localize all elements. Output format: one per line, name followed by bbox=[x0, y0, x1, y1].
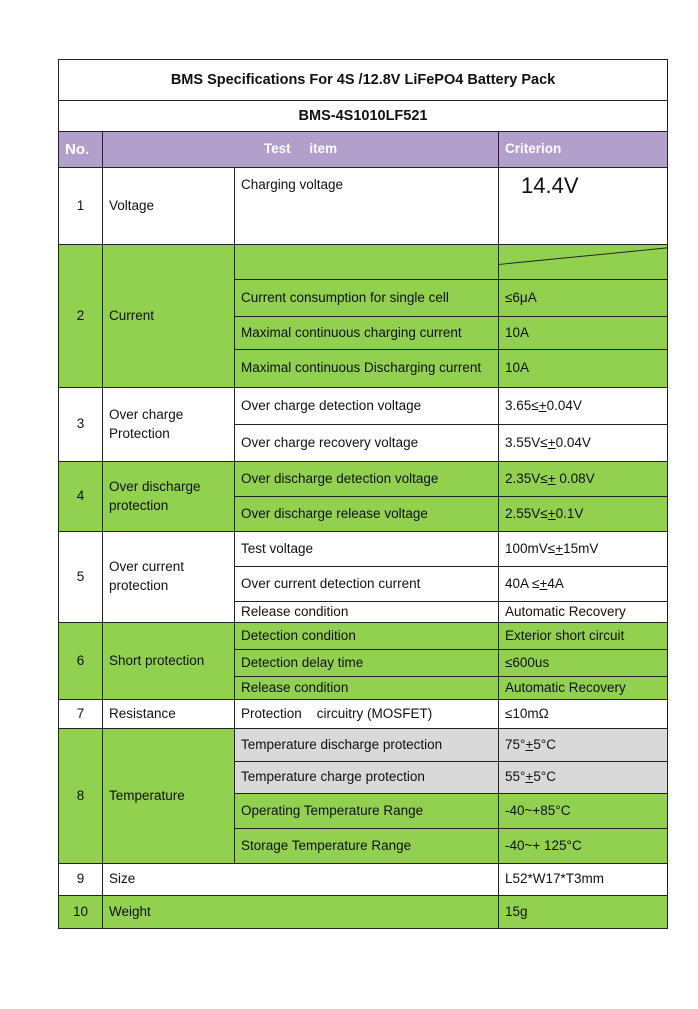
table-row bbox=[59, 245, 668, 280]
sub-item: Test voltage bbox=[235, 532, 499, 567]
sub-item: Storage Temperature Range bbox=[235, 829, 499, 864]
row-number: 3 bbox=[59, 388, 103, 462]
table-row bbox=[59, 388, 668, 425]
criterion-value: 15g bbox=[499, 896, 668, 929]
sub-item: Release condition bbox=[235, 677, 499, 700]
sub-item: Over charge detection voltage bbox=[235, 388, 499, 425]
table-row bbox=[59, 864, 668, 896]
item-name: Short protection bbox=[103, 623, 235, 700]
sub-item: Charging voltage bbox=[235, 168, 499, 245]
sub-item: Maximal continuous Discharging current bbox=[235, 350, 499, 388]
table-row bbox=[59, 462, 668, 497]
criterion-value: L52*W17*T3mm bbox=[499, 864, 668, 896]
sub-item: Current consumption for single cell bbox=[235, 280, 499, 317]
item-name: Over discharge protection bbox=[103, 462, 235, 532]
row-number: 5 bbox=[59, 532, 103, 623]
criterion-value: ≤10mΩ bbox=[499, 700, 668, 729]
item-name: Over current protection bbox=[103, 532, 235, 623]
row-number: 9 bbox=[59, 864, 103, 896]
sub-item: Protection circuitry (MOSFET) bbox=[235, 700, 499, 729]
table-row bbox=[59, 700, 668, 729]
table-title: BMS Specifications For 4S /12.8V LiFePO4 Battery Pack bbox=[59, 60, 668, 101]
item-name: Current bbox=[103, 245, 235, 388]
criterion-value: -40~+ 125°C bbox=[499, 829, 668, 864]
table-row bbox=[59, 729, 668, 762]
row-number: 2 bbox=[59, 245, 103, 388]
row-number: 6 bbox=[59, 623, 103, 700]
item-name: Voltage bbox=[103, 168, 235, 245]
model-number: BMS-4S1010LF521 bbox=[59, 101, 668, 132]
criterion-value: 75°+5°C bbox=[499, 729, 668, 762]
criterion-value: 14.4V bbox=[499, 168, 668, 245]
criterion-value: Automatic Recovery bbox=[499, 677, 668, 700]
sub-item-empty bbox=[235, 245, 499, 280]
sub-item: Detection delay time bbox=[235, 650, 499, 677]
sub-item: Maximal continuous charging current bbox=[235, 317, 499, 350]
table-row bbox=[59, 623, 668, 650]
item-name: Size bbox=[103, 864, 499, 896]
header-no: No. bbox=[59, 132, 103, 168]
table-row bbox=[59, 896, 668, 929]
item-name: Temperature bbox=[103, 729, 235, 864]
criterion-value: 10A bbox=[499, 317, 668, 350]
sub-item: Over current detection current bbox=[235, 567, 499, 602]
criterion-value: 3.55V≤+0.04V bbox=[499, 425, 668, 462]
row-number: 7 bbox=[59, 700, 103, 729]
sub-item: Detection condition bbox=[235, 623, 499, 650]
row-number: 8 bbox=[59, 729, 103, 864]
criterion-value: ≤6μA bbox=[499, 280, 668, 317]
sub-item: Release condition bbox=[235, 602, 499, 623]
criterion-value: -40~+85°C bbox=[499, 794, 668, 829]
item-name: Weight bbox=[103, 896, 499, 929]
criterion-value: 3.65≤+0.04V bbox=[499, 388, 668, 425]
sub-item: Over charge recovery voltage bbox=[235, 425, 499, 462]
header-criterion: Criterion bbox=[499, 132, 668, 168]
criterion-value: 10A bbox=[499, 350, 668, 388]
diagonal-line bbox=[499, 245, 668, 280]
criterion-value: 2.35V≤+ 0.08V bbox=[499, 462, 668, 497]
header-test-item: Test item bbox=[103, 132, 499, 168]
row-number: 10 bbox=[59, 896, 103, 929]
table-row bbox=[59, 168, 668, 245]
criterion-value: ≤600us bbox=[499, 650, 668, 677]
sub-item: Over discharge detection voltage bbox=[235, 462, 499, 497]
table-row bbox=[59, 532, 668, 567]
criterion-value: 2.55V≤+0.1V bbox=[499, 497, 668, 532]
criterion-value: 55°+5°C bbox=[499, 762, 668, 794]
sub-item: Temperature discharge protection bbox=[235, 729, 499, 762]
criterion-value: Exterior short circuit bbox=[499, 623, 668, 650]
row-number: 4 bbox=[59, 462, 103, 532]
criterion-value: Automatic Recovery bbox=[499, 602, 668, 623]
sub-item: Temperature charge protection bbox=[235, 762, 499, 794]
header-row bbox=[59, 132, 668, 168]
sub-item: Over discharge release voltage bbox=[235, 497, 499, 532]
item-name: Resistance bbox=[103, 700, 235, 729]
criterion-value: 100mV≤+15mV bbox=[499, 532, 668, 567]
bms-spec-table bbox=[58, 59, 668, 929]
sub-item: Operating Temperature Range bbox=[235, 794, 499, 829]
item-name: Over charge Protection bbox=[103, 388, 235, 462]
criterion-value: 40A ≤+4A bbox=[499, 567, 668, 602]
row-number: 1 bbox=[59, 168, 103, 245]
